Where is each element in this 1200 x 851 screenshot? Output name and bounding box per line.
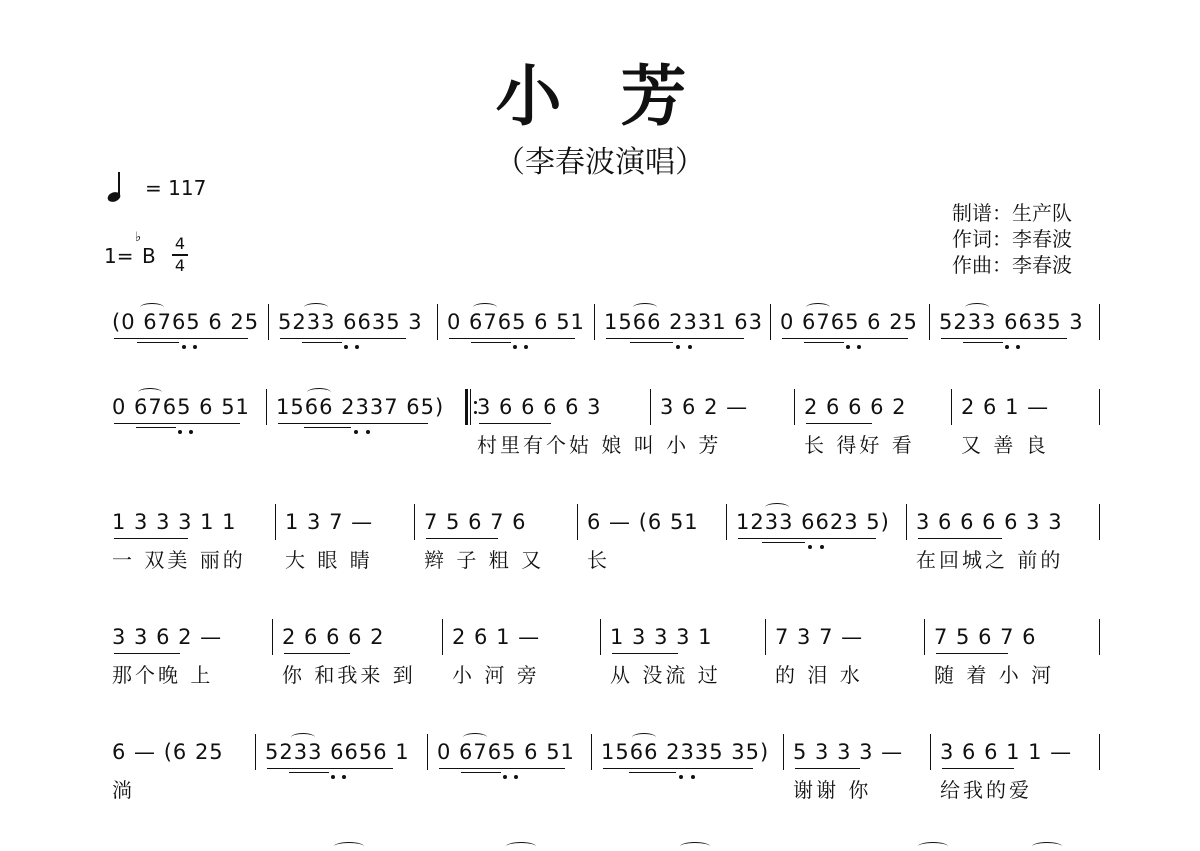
measure-notes: 6 — (6 25 xyxy=(112,740,224,764)
measure-lyrics: 村里有个姑 娘 叫 小 芳 xyxy=(477,433,722,457)
song-subtitle: （李春波演唱） xyxy=(495,145,705,180)
measure-notes: 1566 2335 35) xyxy=(601,740,770,764)
slur xyxy=(140,303,164,312)
measure xyxy=(601,730,779,810)
octave-dot xyxy=(344,345,348,349)
barline xyxy=(594,304,595,340)
measure xyxy=(660,385,790,465)
barline xyxy=(1099,504,1100,540)
beam-line xyxy=(449,338,575,339)
beam-line xyxy=(114,653,180,654)
beam-line xyxy=(302,342,342,343)
measure-lyrics: 那个晚 上 xyxy=(112,663,214,687)
octave-dot xyxy=(691,775,695,779)
measure xyxy=(804,385,947,465)
barline xyxy=(906,504,907,540)
measure-notes: (0 6765 6 25 xyxy=(112,310,260,334)
score-row xyxy=(110,730,1100,810)
barline xyxy=(794,389,795,425)
key-prefix: 1= xyxy=(104,244,134,268)
score-row xyxy=(110,300,1100,380)
measure xyxy=(793,730,926,810)
barline xyxy=(924,619,925,655)
beam-line xyxy=(782,338,908,339)
octave-dot xyxy=(354,430,358,434)
song-title: 小 芳 xyxy=(495,58,705,135)
octave-dot xyxy=(193,345,197,349)
measure-notes: 7 5 6 7 6 xyxy=(424,510,527,534)
barline xyxy=(951,389,952,425)
beam-line xyxy=(137,342,179,343)
measure-lyrics: 随 着 小 河 xyxy=(934,663,1055,687)
credits xyxy=(952,200,1072,278)
barline xyxy=(442,619,443,655)
measure-notes: 0 6765 6 51 xyxy=(437,740,575,764)
measure-notes: 0 6765 6 25 xyxy=(780,310,918,334)
credit-lyricist: 作词：李春波 xyxy=(952,227,1072,251)
measure-notes: 1 3 3 3 1 1 xyxy=(112,510,237,534)
octave-dot xyxy=(514,775,518,779)
octave-dot xyxy=(178,430,182,434)
measure xyxy=(610,615,761,695)
beam-line xyxy=(804,342,844,343)
beam-line xyxy=(267,768,393,769)
measure-lyrics: 谢谢 你 xyxy=(793,778,872,802)
slur xyxy=(463,733,487,742)
octave-dot xyxy=(513,345,517,349)
measure xyxy=(112,385,254,465)
measure xyxy=(934,615,1095,695)
octave-dot xyxy=(676,345,680,349)
octave-dot xyxy=(342,775,346,779)
beam-line xyxy=(603,768,753,769)
measure xyxy=(452,615,596,695)
beam-line xyxy=(426,538,498,539)
beam-line xyxy=(612,653,678,654)
barline xyxy=(783,734,784,770)
score-row xyxy=(110,615,1100,695)
barline xyxy=(266,389,267,425)
octave-dot xyxy=(1005,345,1009,349)
measure-lyrics: 你 和我来 到 xyxy=(282,663,416,687)
barline xyxy=(1099,304,1100,340)
octave-dot xyxy=(808,545,812,549)
measure xyxy=(940,730,1095,810)
barline xyxy=(437,304,438,340)
measure-notes: 3 6 6 6 6 3 xyxy=(477,395,602,419)
measure-notes: 3 3 6 2 — xyxy=(112,625,223,649)
octave-dot xyxy=(366,430,370,434)
measure xyxy=(276,385,463,465)
time-signature-top: 4 xyxy=(174,234,186,253)
measure xyxy=(112,730,243,810)
slur xyxy=(473,303,497,312)
barline xyxy=(414,504,415,540)
beam-line xyxy=(284,653,350,654)
measure-notes: 0 6765 6 51 xyxy=(112,395,250,419)
measure xyxy=(780,300,925,380)
octave-dot xyxy=(846,345,850,349)
measure xyxy=(265,730,423,810)
barline xyxy=(726,504,727,540)
slur xyxy=(806,303,830,312)
octave-dot xyxy=(182,345,186,349)
key-note: B xyxy=(142,244,156,268)
measure xyxy=(447,300,590,380)
barline xyxy=(1099,619,1100,655)
measure-lyrics: 一 双美 丽的 xyxy=(112,548,246,572)
measure-lyrics: 淌 xyxy=(112,778,135,802)
measure xyxy=(437,730,587,810)
beam-line xyxy=(114,338,248,339)
measure xyxy=(282,615,438,695)
beam-line xyxy=(280,338,406,339)
octave-dot xyxy=(820,545,824,549)
measure xyxy=(285,500,410,580)
measure xyxy=(112,615,260,695)
octave-dot xyxy=(524,345,528,349)
measure xyxy=(604,300,766,380)
measure-notes: 6 — (6 51 xyxy=(587,510,699,534)
measure-notes: 7 5 6 7 6 xyxy=(934,625,1037,649)
beam-line xyxy=(439,768,565,769)
time-signature-bottom: 4 xyxy=(174,256,186,275)
measure-lyrics: 小 河 旁 xyxy=(452,663,540,687)
barline xyxy=(272,619,273,655)
measure-notes: 0 6765 6 51 xyxy=(447,310,585,334)
barline xyxy=(1099,734,1100,770)
beam-line xyxy=(762,542,805,543)
measure-lyrics: 在回城之 前的 xyxy=(916,548,1064,572)
beam-line xyxy=(114,423,240,424)
score-row xyxy=(110,500,1100,580)
measure xyxy=(587,500,722,580)
measure-notes: 1566 2337 65) xyxy=(276,395,445,419)
slur xyxy=(765,503,789,512)
barline xyxy=(577,504,578,540)
measure-notes: 5 3 3 3 — xyxy=(793,740,904,764)
octave-dot xyxy=(1016,345,1020,349)
barline xyxy=(268,304,269,340)
octave-dot xyxy=(331,775,335,779)
beam-line xyxy=(738,538,876,539)
beam-line xyxy=(941,338,1067,339)
barline xyxy=(1099,389,1100,425)
measure xyxy=(278,300,433,380)
octave-dot xyxy=(688,345,692,349)
measure xyxy=(424,500,573,580)
measure-lyrics: 长 得好 看 xyxy=(804,433,915,457)
octave-dot xyxy=(355,345,359,349)
measure-notes: 1 3 3 3 1 xyxy=(610,625,713,649)
beam-line xyxy=(136,427,176,428)
barline xyxy=(770,304,771,340)
measure-notes: 5233 6656 1 xyxy=(265,740,410,764)
measure-lyrics: 给我的爱 xyxy=(940,778,1032,802)
time-signature xyxy=(172,236,188,274)
measure-lyrics: 从 没流 过 xyxy=(610,663,721,687)
beam-line xyxy=(304,427,351,428)
beam-line xyxy=(918,538,1002,539)
measure-notes: 1 3 7 — xyxy=(285,510,374,534)
beam-line xyxy=(114,538,188,539)
barline xyxy=(650,389,651,425)
barline xyxy=(765,619,766,655)
beam-line xyxy=(278,423,428,424)
beam-line xyxy=(630,342,673,343)
flat-icon: ♭ xyxy=(135,230,142,245)
measure-notes: 2 6 6 6 2 xyxy=(282,625,385,649)
measure-lyrics: 又 善 良 xyxy=(961,433,1049,457)
measure-lyrics: 长 xyxy=(587,548,610,572)
measure-notes: 5233 6635 3 xyxy=(278,310,423,334)
beam-line xyxy=(471,342,511,343)
octave-dot xyxy=(189,430,193,434)
slur xyxy=(633,303,657,312)
measure-notes: 1233 6623 5) xyxy=(736,510,890,534)
beam-line xyxy=(806,423,872,424)
measure xyxy=(775,615,920,695)
barline xyxy=(275,504,276,540)
beam-line xyxy=(461,772,501,773)
measure xyxy=(736,500,902,580)
quarter-note-icon xyxy=(105,170,127,204)
beam-line xyxy=(289,772,329,773)
measure-notes: 2 6 1 — xyxy=(452,625,541,649)
tempo-value: = 117 xyxy=(145,176,207,200)
key-signature xyxy=(104,230,224,274)
beam-line xyxy=(629,772,676,773)
beam-line xyxy=(606,338,744,339)
barline xyxy=(600,619,601,655)
score-row xyxy=(110,385,1100,465)
beam-line xyxy=(936,653,1008,654)
measure-notes: 1566 2331 63 xyxy=(604,310,763,334)
slur xyxy=(307,388,331,397)
measure-lyrics: 大 眼 睛 xyxy=(285,548,373,572)
barline xyxy=(591,734,592,770)
measure-notes: 3 6 6 1 1 — xyxy=(940,740,1073,764)
credit-composer: 作曲：李春波 xyxy=(952,253,1072,277)
measure-notes: 2 6 1 — xyxy=(961,395,1050,419)
measure xyxy=(112,500,263,580)
slur xyxy=(304,303,328,312)
barline xyxy=(427,734,428,770)
measure-lyrics: 的 泪 水 xyxy=(775,663,863,687)
slur xyxy=(965,303,989,312)
beam-line xyxy=(963,342,1003,343)
octave-dot xyxy=(503,775,507,779)
measure-notes: 7 3 7 — xyxy=(775,625,864,649)
beam-line xyxy=(795,768,860,769)
barline xyxy=(930,734,931,770)
measure xyxy=(939,300,1095,380)
slur xyxy=(138,388,162,397)
measure-notes: 2 6 6 6 2 xyxy=(804,395,907,419)
octave-dot xyxy=(679,775,683,779)
measure-notes: 5233 6635 3 xyxy=(939,310,1084,334)
credit-arranger: 制谱：生产队 xyxy=(952,201,1072,225)
slur xyxy=(632,733,656,742)
measure xyxy=(916,500,1095,580)
measure-notes: 3 6 2 — xyxy=(660,395,749,419)
measure xyxy=(112,300,260,380)
slur xyxy=(291,733,315,742)
measure-lyrics: 辫 子 粗 又 xyxy=(424,548,545,572)
octave-dot xyxy=(857,345,861,349)
barline xyxy=(929,304,930,340)
beam-line xyxy=(479,423,551,424)
measure-notes: 3 6 6 6 6 3 3 xyxy=(916,510,1063,534)
barline xyxy=(255,734,256,770)
measure xyxy=(961,385,1095,465)
beam-line xyxy=(942,768,1014,769)
